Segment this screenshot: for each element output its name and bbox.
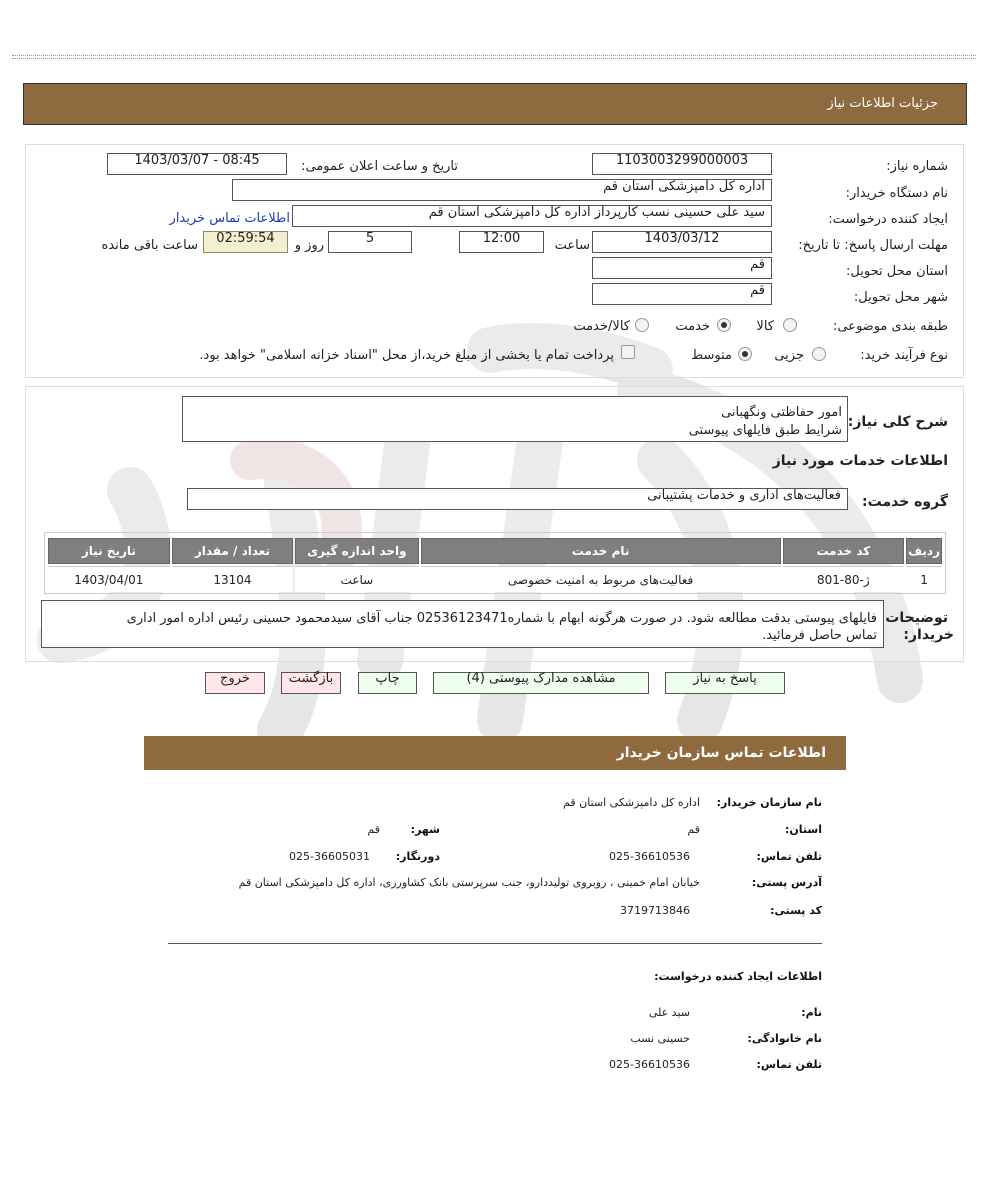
purchase-option-medium: متوسط bbox=[691, 348, 732, 363]
deadline-days-field: 5 bbox=[328, 231, 412, 253]
contact-phone-value: 025-36610536 bbox=[609, 850, 690, 863]
buyer-notes-label-1: توضیحات bbox=[885, 610, 948, 626]
contact-province-label: استان: bbox=[785, 823, 822, 836]
col-header-date: تاریخ نیاز bbox=[48, 538, 170, 564]
cell-date: 1403/04/01 bbox=[48, 566, 170, 592]
category-radio-service[interactable] bbox=[717, 318, 731, 332]
table-row bbox=[48, 566, 942, 592]
summary-line-2: شرایط طبق فایلهای پیوستی bbox=[688, 423, 842, 438]
category-radio-goods-service[interactable] bbox=[635, 318, 649, 332]
contact-address-value: خیابان امام خمینی ، روبروی تولیددارو، جنب سرپرستی بانک کشاورزی، اداره کل دامپزشکی استان قم bbox=[238, 876, 700, 889]
page-header bbox=[23, 83, 967, 125]
cell-name: فعالیت‌های مربوط به امنیت خصوصی bbox=[421, 566, 781, 592]
col-header-code: کد خدمت bbox=[783, 538, 905, 564]
need-number-label: شماره نیاز: bbox=[886, 159, 948, 174]
exit-button[interactable]: خروج bbox=[205, 672, 265, 694]
category-radio-goods[interactable] bbox=[783, 318, 797, 332]
purchase-type-label: نوع فرآیند خرید: bbox=[860, 348, 948, 363]
contact-header bbox=[144, 736, 846, 770]
contact-province-value: قم bbox=[687, 823, 700, 836]
delivery-city-field: قم bbox=[592, 283, 772, 305]
contact-divider bbox=[168, 943, 822, 944]
contact-postal-label: کد پستی: bbox=[770, 904, 822, 917]
treasury-docs-checkbox[interactable] bbox=[621, 345, 635, 359]
delivery-province-label: استان محل تحویل: bbox=[846, 264, 948, 279]
service-group-label: گروه خدمت: bbox=[862, 494, 948, 510]
contact-postal-value: 3719713846 bbox=[620, 904, 690, 917]
buyer-notes-line-1: فایلهای پیوستی بدقت مطالعه شود. در صورت هرگونه ابهام با شماره02536123471 جناب آقای سیدمحمود حسینی رئیس اداره امور اداری bbox=[126, 611, 877, 626]
requester-family-label: نام خانوادگی: bbox=[747, 1032, 822, 1045]
top-divider bbox=[12, 55, 976, 59]
col-header-row: ردیف bbox=[906, 538, 942, 564]
cell-unit: ساعت bbox=[295, 566, 418, 592]
delivery-province-field: قم bbox=[592, 257, 772, 279]
col-header-qty: تعداد / مقدار bbox=[172, 538, 293, 564]
purchase-radio-medium[interactable] bbox=[738, 347, 752, 361]
cell-row: 1 bbox=[906, 566, 942, 592]
remaining-time-field: 02:59:54 bbox=[203, 231, 288, 253]
requester-name-value: سید علی bbox=[648, 1006, 690, 1019]
service-group-field: فعالیت‌های اداری و خدمات پشتیبانی bbox=[187, 488, 848, 510]
buyer-notes-label-2: خریدار: bbox=[903, 627, 954, 643]
remaining-time-label: ساعت باقی مانده bbox=[101, 238, 198, 253]
back-button[interactable]: بازگشت bbox=[281, 672, 341, 694]
deadline-date-field: 1403/03/12 bbox=[592, 231, 772, 253]
contact-fax-value: 025-36605031 bbox=[289, 850, 370, 863]
requester-phone-label: تلفن تماس: bbox=[756, 1058, 822, 1071]
buyer-contact-link[interactable]: اطلاعات تماس خریدار bbox=[169, 211, 290, 226]
treasury-docs-text: پرداخت تمام یا بخشی از مبلغ خرید،از محل "اسناد خزانه اسلامی" خواهد بود. bbox=[199, 348, 614, 363]
need-number-field: 1103003299000003 bbox=[592, 153, 772, 175]
category-option-service: خدمت bbox=[675, 319, 710, 334]
print-button[interactable]: چاپ bbox=[358, 672, 417, 694]
contact-org-label: نام سازمان خریدار: bbox=[716, 796, 822, 809]
creator-field: سید علی حسینی نسب کارپرداز اداره کل دامپزشکی استان قم bbox=[292, 205, 772, 227]
buyer-notes-line-2: تماس حاصل فرمائید. bbox=[762, 628, 877, 643]
buyer-org-field: اداره کل دامپزشکی استان قم bbox=[232, 179, 772, 201]
cell-code: ژ-80-801 bbox=[783, 566, 905, 592]
cell-qty: 13104 bbox=[172, 566, 293, 592]
page-title: جزئیات اطلاعات نیاز bbox=[827, 96, 938, 111]
services-table bbox=[46, 536, 944, 594]
purchase-radio-minor[interactable] bbox=[812, 347, 826, 361]
deadline-label: مهلت ارسال پاسخ: تا تاریخ: bbox=[798, 238, 948, 253]
summary-line-1: امور حفاظتی ونگهبانی bbox=[721, 405, 842, 420]
deadline-days-label: روز و bbox=[294, 238, 324, 253]
services-heading: اطلاعات خدمات مورد نیاز bbox=[772, 453, 948, 469]
announce-datetime-label: تاریخ و ساعت اعلان عمومی: bbox=[301, 159, 458, 174]
contact-title: اطلاعات تماس سازمان خریدار bbox=[616, 745, 826, 761]
deadline-time-field: 12:00 bbox=[459, 231, 544, 253]
contact-city-value: قم bbox=[367, 823, 380, 836]
col-header-unit: واحد اندازه گیری bbox=[295, 538, 418, 564]
category-option-goods: کالا bbox=[756, 319, 774, 334]
view-attachments-button[interactable]: مشاهده مدارک پیوستی (4) bbox=[433, 672, 649, 694]
contact-address-label: آدرس پستی: bbox=[751, 876, 822, 889]
requester-title: اطلاعات ایجاد کننده درخواست: bbox=[654, 970, 822, 983]
contact-city-label: شهر: bbox=[410, 823, 440, 836]
requester-phone-value: 025-36610536 bbox=[609, 1058, 690, 1071]
col-header-name: نام خدمت bbox=[421, 538, 781, 564]
reply-button[interactable]: پاسخ به نیاز bbox=[665, 672, 785, 694]
delivery-city-label: شهر محل تحویل: bbox=[853, 290, 948, 305]
requester-name-label: نام: bbox=[801, 1006, 822, 1019]
category-option-goods-service: کالا/خدمت bbox=[573, 319, 630, 334]
contact-fax-label: دورنگار: bbox=[395, 850, 440, 863]
buyer-org-label: نام دستگاه خریدار: bbox=[845, 186, 948, 201]
summary-label: شرح کلی نیاز: bbox=[847, 414, 948, 430]
deadline-time-label: ساعت bbox=[554, 238, 590, 253]
contact-org-value: اداره کل دامپزشکی استان قم bbox=[563, 796, 700, 809]
purchase-option-minor: جزیی bbox=[774, 348, 804, 363]
requester-family-value: حسینی نسب bbox=[630, 1032, 690, 1045]
creator-label: ایجاد کننده درخواست: bbox=[828, 212, 948, 227]
announce-datetime-field: 1403/03/07 - 08:45 bbox=[107, 153, 287, 175]
category-label: طبقه بندی موضوعی: bbox=[832, 319, 948, 334]
contact-phone-label: تلفن تماس: bbox=[756, 850, 822, 863]
